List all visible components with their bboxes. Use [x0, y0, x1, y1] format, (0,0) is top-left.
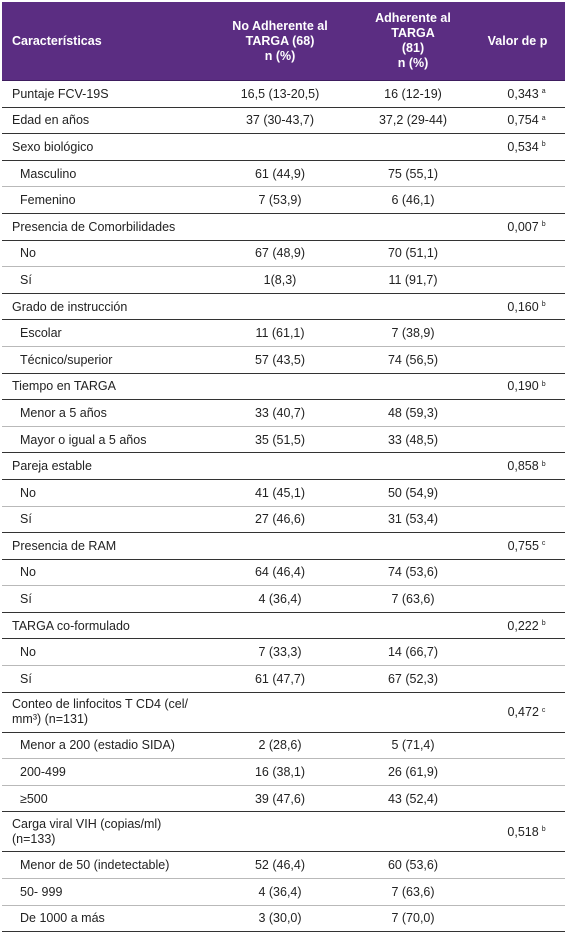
cell-p-value [476, 267, 565, 293]
cell-characteristic-text: No [20, 246, 36, 261]
cell-adherent-text: 60 (53,6) [387, 858, 439, 873]
table-row [2, 852, 565, 879]
cell-characteristic [2, 400, 210, 426]
table-row [2, 134, 565, 161]
cell-adherent [350, 533, 476, 559]
cell-p-value [476, 852, 565, 878]
cell-characteristic-text: Presencia de RAM [12, 538, 117, 553]
table-row [2, 374, 565, 401]
cell-p-value-text: 0,518 [507, 824, 539, 839]
cell-characteristic-text: Menor a 200 (estadio SIDA) [20, 738, 175, 753]
cell-p-value [476, 294, 565, 320]
cell-characteristic [2, 639, 210, 665]
cell-adherent-text: 74 (56,5) [387, 352, 439, 367]
table-row [2, 879, 565, 906]
p-value-footnote-mark: b [541, 620, 546, 628]
cell-characteristic [2, 560, 210, 586]
table-row [2, 906, 565, 933]
cell-characteristic [2, 533, 210, 559]
cell-p-value [476, 400, 565, 426]
cell-characteristic-text: 50- 999 [20, 884, 63, 899]
table-row [2, 533, 565, 560]
cell-p-value [476, 759, 565, 785]
cell-p-value [476, 134, 565, 160]
cell-characteristic-text: Carga viral VIH (copias/ml) (n=133) [12, 816, 162, 846]
header-adherent-line3: (81) [401, 41, 425, 55]
cell-non-adherent-text: 61 (47,7) [254, 671, 306, 686]
header-p-value: Valor de p [487, 33, 548, 48]
cell-non-adherent-text: 27 (46,6) [254, 512, 306, 527]
cell-non-adherent [210, 427, 350, 453]
cell-characteristic [2, 134, 210, 160]
cell-adherent [350, 693, 476, 732]
table-row [2, 733, 565, 760]
cell-p-value [476, 693, 565, 732]
table-row [2, 613, 565, 640]
cell-adherent-text: 67 (52,3) [387, 671, 439, 686]
cell-characteristic [2, 347, 210, 373]
cell-p-value [476, 666, 565, 692]
cell-adherent [350, 639, 476, 665]
header-adherent-line2: TARGA [391, 26, 435, 40]
cell-adherent [350, 480, 476, 506]
table-row [2, 81, 565, 108]
cell-non-adherent [210, 613, 350, 639]
cell-non-adherent [210, 533, 350, 559]
cell-characteristic [2, 187, 210, 213]
cell-adherent-text: 75 (55,1) [387, 166, 439, 181]
cell-non-adherent [210, 733, 350, 759]
cell-non-adherent-text: 7 (53,9) [258, 193, 302, 208]
cell-adherent-text: 7 (70,0) [391, 911, 435, 926]
cell-non-adherent-text: 39 (47,6) [254, 791, 306, 806]
cell-characteristic-text: Mayor o igual a 5 años [20, 432, 147, 447]
cell-adherent-text: 50 (54,9) [387, 485, 439, 500]
cell-adherent [350, 812, 476, 851]
cell-adherent [350, 852, 476, 878]
cell-p-value [476, 786, 565, 812]
table-row [2, 108, 565, 135]
table-row [2, 320, 565, 347]
cell-p-value-text: 0,160 [507, 299, 539, 314]
cell-non-adherent [210, 879, 350, 905]
cell-adherent [350, 560, 476, 586]
cell-p-value [476, 214, 565, 240]
cell-non-adherent [210, 786, 350, 812]
cell-p-value [476, 187, 565, 213]
cell-characteristic [2, 586, 210, 612]
cell-non-adherent [210, 586, 350, 612]
cell-p-value-text: 0,343 [507, 86, 539, 101]
cell-adherent [350, 666, 476, 692]
p-value-footnote-mark: a [541, 88, 546, 96]
cell-characteristic-text: TARGA co-formulado [12, 618, 130, 633]
cell-characteristic [2, 480, 210, 506]
cell-non-adherent-text: 57 (43,5) [254, 352, 306, 367]
cell-non-adherent [210, 347, 350, 373]
cell-characteristic-text: Grado de instrucción [12, 299, 128, 314]
cell-characteristic-text: De 1000 a más [20, 911, 105, 926]
cell-non-adherent-text: 52 (46,4) [254, 858, 306, 873]
cell-characteristic-text: Puntaje FCV-19S [12, 86, 109, 101]
cell-non-adherent [210, 693, 350, 732]
cell-p-value [476, 347, 565, 373]
p-value-footnote-mark: b [541, 826, 546, 834]
cell-p-value [476, 427, 565, 453]
cell-adherent-text: 5 (71,4) [391, 738, 435, 753]
cell-adherent-text: 14 (66,7) [387, 645, 439, 660]
cell-adherent-text: 7 (38,9) [391, 326, 435, 341]
cell-adherent [350, 374, 476, 400]
cell-p-value-text: 0,007 [507, 219, 539, 234]
characteristics-table [2, 2, 565, 932]
cell-non-adherent [210, 294, 350, 320]
cell-adherent-text: 16 (12-19) [384, 86, 442, 101]
cell-adherent [350, 613, 476, 639]
cell-adherent [350, 786, 476, 812]
cell-p-value [476, 480, 565, 506]
cell-characteristic [2, 852, 210, 878]
cell-characteristic [2, 693, 210, 732]
cell-characteristic-text: Tiempo en TARGA [12, 379, 116, 394]
cell-characteristic-text: Técnico/superior [20, 352, 113, 367]
cell-p-value [476, 81, 565, 107]
cell-non-adherent [210, 320, 350, 346]
cell-characteristic [2, 161, 210, 187]
table-row [2, 759, 565, 786]
table-row [2, 812, 565, 852]
cell-adherent [350, 187, 476, 213]
header-adherent [350, 2, 476, 80]
cell-non-adherent [210, 639, 350, 665]
cell-characteristic-text: No [20, 565, 36, 580]
cell-adherent [350, 347, 476, 373]
cell-characteristic [2, 906, 210, 932]
cell-adherent-text: 7 (63,6) [391, 884, 435, 899]
cell-non-adherent [210, 852, 350, 878]
cell-non-adherent [210, 666, 350, 692]
cell-characteristic-text: Sí [20, 592, 32, 607]
cell-adherent [350, 586, 476, 612]
cell-non-adherent-text: 7 (33,3) [258, 645, 302, 660]
cell-adherent [350, 320, 476, 346]
cell-characteristic-text: Edad en años [12, 113, 90, 128]
cell-p-value [476, 879, 565, 905]
cell-characteristic [2, 241, 210, 267]
p-value-footnote-mark: b [541, 141, 546, 149]
cell-characteristic-text: ≥500 [20, 791, 48, 806]
cell-non-adherent-text: 4 (36,4) [258, 884, 302, 899]
cell-p-value [476, 533, 565, 559]
cell-p-value [476, 507, 565, 533]
table-row [2, 666, 565, 693]
table-row [2, 294, 565, 321]
cell-p-value-text: 0,755 [507, 538, 539, 553]
cell-adherent [350, 427, 476, 453]
cell-characteristic-text: No [20, 645, 36, 660]
cell-p-value [476, 108, 565, 134]
cell-characteristic-text: Sexo biológico [12, 139, 94, 154]
cell-characteristic [2, 507, 210, 533]
cell-p-value-text: 0,858 [507, 459, 539, 474]
cell-non-adherent-text: 64 (46,4) [254, 565, 306, 580]
cell-adherent [350, 134, 476, 160]
cell-non-adherent [210, 480, 350, 506]
header-characteristics: Características [12, 33, 102, 48]
cell-p-value [476, 906, 565, 932]
cell-non-adherent [210, 81, 350, 107]
cell-adherent-text: 6 (46,1) [391, 193, 435, 208]
cell-adherent [350, 241, 476, 267]
cell-non-adherent [210, 108, 350, 134]
cell-p-value [476, 733, 565, 759]
table-row [2, 427, 565, 454]
cell-adherent [350, 879, 476, 905]
cell-adherent-text: 11 (91,7) [388, 272, 438, 287]
cell-characteristic-text: Escolar [20, 326, 62, 341]
cell-adherent-text: 74 (53,6) [387, 565, 439, 580]
cell-p-value [476, 586, 565, 612]
cell-non-adherent-text: 2 (28,6) [258, 738, 302, 753]
p-value-footnote-mark: a [541, 114, 546, 122]
cell-adherent [350, 906, 476, 932]
cell-p-value [476, 161, 565, 187]
cell-characteristic [2, 108, 210, 134]
cell-characteristic [2, 812, 210, 851]
table-row [2, 507, 565, 534]
cell-non-adherent-text: 16,5 (13-20,5) [240, 86, 320, 101]
cell-adherent-text: 31 (53,4) [387, 512, 439, 527]
cell-non-adherent [210, 906, 350, 932]
header-non-adherent-line1: No Adherente al [232, 18, 328, 33]
cell-characteristic-text: Femenino [20, 193, 76, 208]
cell-adherent [350, 81, 476, 107]
table-row [2, 639, 565, 666]
cell-non-adherent [210, 374, 350, 400]
cell-non-adherent [210, 812, 350, 851]
cell-non-adherent-text: 4 (36,4) [258, 592, 302, 607]
cell-non-adherent-text: 16 (38,1) [254, 765, 306, 780]
cell-non-adherent [210, 214, 350, 240]
cell-p-value-text: 0,534 [507, 139, 539, 154]
cell-non-adherent [210, 759, 350, 785]
cell-adherent [350, 108, 476, 134]
table-row [2, 267, 565, 294]
cell-adherent [350, 507, 476, 533]
cell-characteristic [2, 267, 210, 293]
cell-non-adherent-text: 37 (30-43,7) [245, 113, 315, 128]
cell-non-adherent [210, 267, 350, 293]
cell-adherent [350, 267, 476, 293]
cell-non-adherent-text: 1(8,3) [263, 272, 297, 287]
cell-characteristic [2, 733, 210, 759]
cell-non-adherent [210, 400, 350, 426]
table-row [2, 693, 565, 733]
cell-non-adherent [210, 187, 350, 213]
table-row [2, 400, 565, 427]
p-value-footnote-mark: c [541, 706, 546, 714]
cell-p-value [476, 560, 565, 586]
table-row [2, 161, 565, 188]
cell-characteristic-text: Presencia de Comorbilidades [12, 219, 176, 234]
cell-adherent [350, 161, 476, 187]
cell-p-value-text: 0,222 [507, 618, 539, 633]
cell-non-adherent-text: 33 (40,7) [254, 405, 306, 420]
table-row [2, 786, 565, 813]
table-header [2, 2, 565, 81]
cell-p-value [476, 241, 565, 267]
cell-non-adherent-text: 61 (44,9) [254, 166, 306, 181]
cell-characteristic-text: Conteo de linfocitos T CD4 (cel/ mm³) (n=131) [12, 697, 189, 727]
p-value-footnote-mark: b [541, 380, 546, 388]
cell-characteristic [2, 759, 210, 785]
table-row [2, 187, 565, 214]
table-row [2, 560, 565, 587]
table-row [2, 214, 565, 241]
cell-characteristic [2, 320, 210, 346]
cell-characteristic-text: Sí [20, 671, 32, 686]
cell-characteristic [2, 294, 210, 320]
cell-non-adherent [210, 134, 350, 160]
cell-characteristic-text: Menor a 5 años [20, 405, 107, 420]
p-value-footnote-mark: b [541, 221, 546, 229]
cell-non-adherent-text: 11 (61,1) [255, 326, 305, 341]
header-adherent-line4: n (%) [397, 56, 429, 70]
cell-characteristic [2, 613, 210, 639]
header-non-adherent-line2: TARGA (68) [245, 33, 315, 48]
cell-characteristic-text: No [20, 485, 36, 500]
cell-adherent [350, 759, 476, 785]
cell-characteristic [2, 374, 210, 400]
p-value-footnote-mark: c [541, 540, 546, 548]
cell-p-value-text: 0,472 [507, 705, 539, 720]
cell-characteristic-text: 200-499 [20, 765, 66, 780]
table-body [2, 81, 565, 932]
cell-adherent-text: 48 (59,3) [387, 405, 439, 420]
cell-p-value [476, 453, 565, 479]
table-row [2, 480, 565, 507]
cell-characteristic-text: Sí [20, 272, 32, 287]
cell-adherent [350, 294, 476, 320]
cell-adherent-text: 7 (63,6) [391, 592, 435, 607]
cell-adherent [350, 453, 476, 479]
p-value-footnote-mark: b [541, 460, 546, 468]
cell-p-value-text: 0,754 [507, 113, 539, 128]
cell-non-adherent [210, 161, 350, 187]
cell-characteristic [2, 214, 210, 240]
cell-characteristic-text: Pareja estable [12, 459, 92, 474]
cell-adherent-text: 43 (52,4) [387, 791, 439, 806]
cell-non-adherent [210, 241, 350, 267]
cell-p-value [476, 812, 565, 851]
cell-adherent-text: 37,2 (29-44) [378, 113, 448, 128]
cell-characteristic-text: Menor de 50 (indetectable) [20, 858, 170, 873]
cell-non-adherent [210, 560, 350, 586]
cell-characteristic [2, 666, 210, 692]
p-value-footnote-mark: b [541, 301, 546, 309]
cell-adherent [350, 733, 476, 759]
cell-characteristic [2, 879, 210, 905]
cell-p-value [476, 639, 565, 665]
cell-non-adherent-text: 67 (48,9) [254, 246, 306, 261]
cell-characteristic [2, 786, 210, 812]
header-non-adherent-line3: n (%) [264, 48, 296, 63]
table-row [2, 347, 565, 374]
cell-adherent [350, 400, 476, 426]
cell-p-value [476, 374, 565, 400]
cell-p-value [476, 320, 565, 346]
cell-adherent-text: 33 (48,5) [387, 432, 439, 447]
cell-non-adherent-text: 35 (51,5) [254, 432, 306, 447]
header-adherent-line1: Adherente al [375, 11, 451, 25]
cell-adherent-text: 70 (51,1) [387, 246, 439, 261]
cell-adherent-text: 26 (61,9) [387, 765, 439, 780]
cell-non-adherent-text: 41 (45,1) [254, 485, 306, 500]
cell-characteristic-text: Masculino [20, 166, 77, 181]
cell-non-adherent [210, 507, 350, 533]
cell-characteristic [2, 427, 210, 453]
cell-p-value-text: 0,190 [507, 379, 539, 394]
cell-p-value [476, 613, 565, 639]
table-row [2, 586, 565, 613]
cell-characteristic [2, 453, 210, 479]
cell-adherent [350, 214, 476, 240]
table-row [2, 241, 565, 268]
cell-characteristic [2, 81, 210, 107]
cell-non-adherent [210, 453, 350, 479]
cell-non-adherent-text: 3 (30,0) [258, 911, 302, 926]
cell-characteristic-text: Sí [20, 512, 32, 527]
table-row [2, 453, 565, 480]
header-non-adherent [210, 2, 350, 80]
